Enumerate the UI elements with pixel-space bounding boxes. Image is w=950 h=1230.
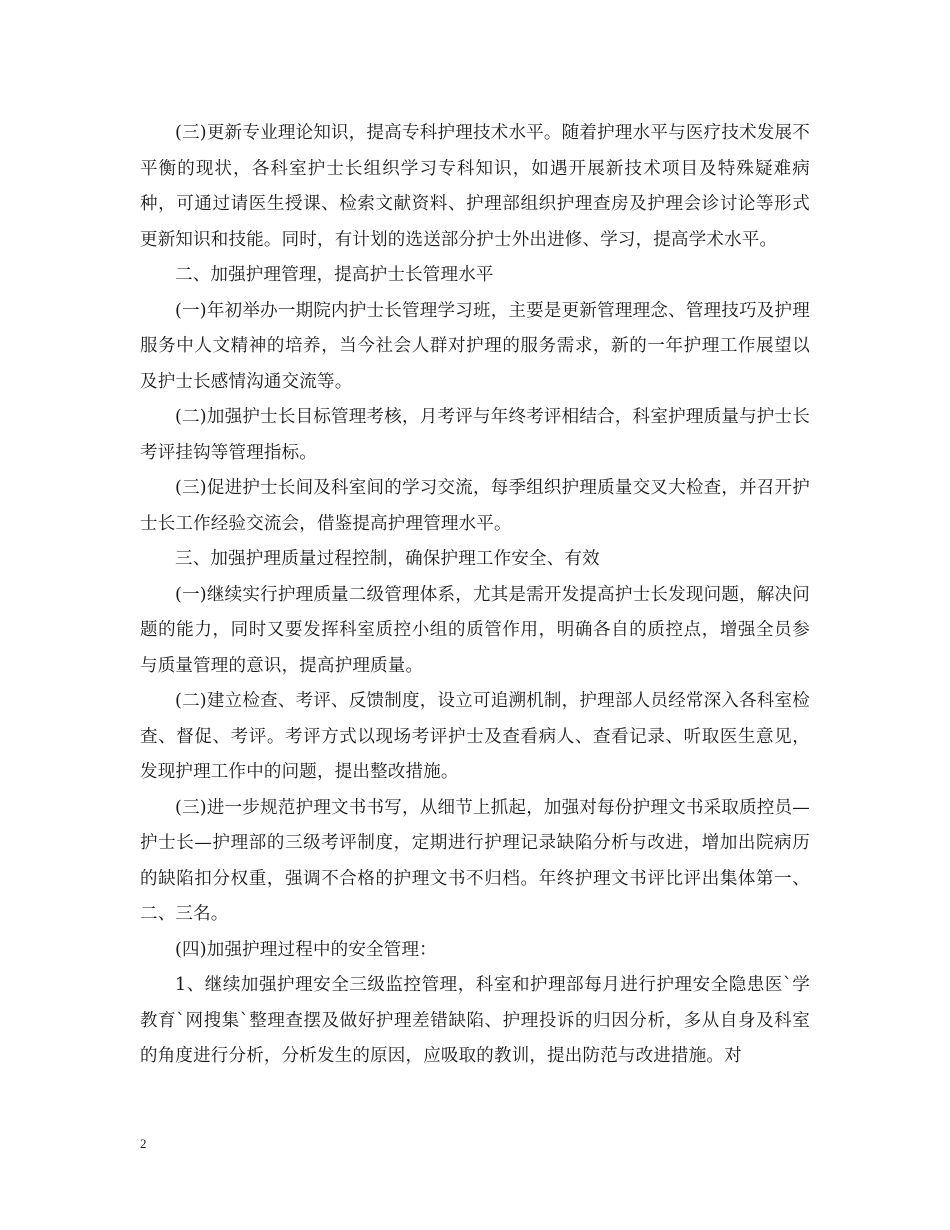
paragraph-safety-heading: (四)加强护理过程中的安全管理： <box>175 939 437 960</box>
section-heading-3: 三、加强护理质量过程控制，确保护理工作安全、有效 <box>175 549 600 569</box>
paragraph-update-knowledge: (三)更新专业理论知识，提高专科护理技术水平。随着护理水平与医疗技术发展不平衡的现状，各科室护士长组织学习专科知识，如遇开展新技术项目及特殊疑难病种，可通过请医生授课、检索文献资料、护理部组织护理查房及护理会诊讨论等形式更新知识和技能。同时，有计划的选送部分护士外出进修、学习，提高学术水平。 <box>140 123 810 250</box>
section-heading-2: 二、加强护理管理，提高护士长管理水平 <box>175 265 494 285</box>
paragraph-training-class: (一)年初举办一期院内护士长管理学习班，主要是更新管理理念、管理技巧及护理服务中人文精神的培养，当今社会人群对护理的服务需求，新的一年护理工作展望以及护士长感情沟通交流等。 <box>140 300 810 392</box>
page-number: 2 <box>140 1136 147 1151</box>
paragraph-nursing-documents: (三)进一步规范护理文书书写，从细节上抓起，加强对每份护理文书采取质控员—护士长—护理部的三级考评制度，定期进行护理记录缺陷分析与改进，增加出院病历的缺陷扣分权重，强调不合格的护理文书不归档。年终护理文书评比评出集体第一、二、三名。 <box>140 797 810 924</box>
document-body <box>140 116 810 1075</box>
paragraph-feedback-system: (二)建立检查、考评、反馈制度，设立可追溯机制，护理部人员经常深入各科室检查、督促、考评。考评方式以现场考评护士及查看病人、查看记录、听取医生意见，发现护理工作中的问题，提出整改措施。 <box>140 691 810 782</box>
paragraph-target-assessment: (二)加强护士长目标管理考核，月考评与年终考评相结合，科室护理质量与护士长考评挂钩等管理指标。 <box>140 407 810 463</box>
paragraph-exchange: (三)促进护士长间及科室间的学习交流，每季组织护理质量交叉大检查，并召开护士长工作经验交流会，借鉴提高护理管理水平。 <box>140 478 810 534</box>
paragraph-quality-system: (一)继续实行护理质量二级管理体系，尤其是需开发提高护士长发现问题，解决问题的能力，同时又要发挥科室质控小组的质管作用，明确各自的质控点，增强全员参与质量管理的意识，提高护理质量。 <box>140 584 810 676</box>
paragraph-safety-monitoring: 1、继续加强护理安全三级监控管理，科室和护理部每月进行护理安全隐患医`学教育`网搜集`整理查摆及做好护理差错缺陷、护理投诉的归因分析，多从自身及科室的角度进行分析，分析发生的原因，应吸取的教训，提出防范与改进措施。对 <box>140 975 810 1066</box>
